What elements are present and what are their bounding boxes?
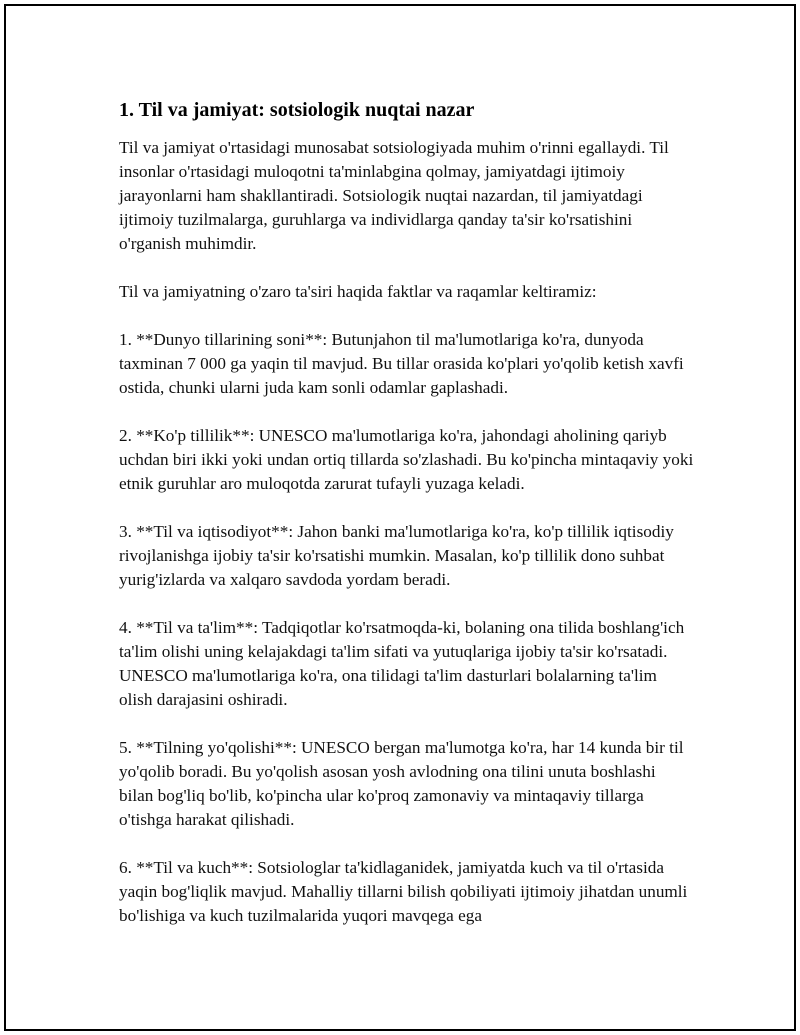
fact-language-power: 6. **Til va kuch**: Sotsiologlar ta'kidlaganidek, jamiyatda kuch va til o'rtasida yaqin bog'liqlik mavjud. Mahalliy tillarni bilish qobiliyati ijtimoiy jihatdan unumli bo'lishiga va kuch tuzilmalarida yuqori mavqega ega — [119, 858, 688, 925]
section-heading: 1. Til va jamiyat: sotsiologik nuqtai nazar — [119, 99, 475, 121]
fact-language-economy: 3. **Til va iqtisodiyot**: Jahon banki ma'lumotlariga ko'ra, ko'p tillilik iqtisodiy rivojlanishga ijobiy ta'sir ko'rsatishi mumkin. Masalan, ko'p tillilik dono suhbat yurig'izlarda va xalqaro savdoda yordam beradi. — [119, 522, 674, 589]
fact-multilingualism: 2. **Ko'p tillilik**: UNESCO ma'lumotlariga ko'ra, jahondagi aholining qariyb uchdan biri ikki yoki undan ortiq tillarda so'zlashadi. Bu ko'pincha mintaqaviy yoki etnik guruhlar aro muloqotda zarurat tufayli yuzaga keladi. — [119, 426, 694, 493]
intro-paragraph: Til va jamiyat o'rtasidagi munosabat sotsiologiyada muhim o'rinni egallaydi. Til insonlar o'rtasidagi muloqotni ta'minlabgina qolmay, jamiyatdagi ijtimoiy jarayonlarni ham shakllantiradi. Sotsiologik nuqtai nazardan, til jamiyatdagi ijtimoiy tuzilmalarga, guruhlarga va individlarga qanday ta'sir ko'rsatishini o'rganish muhimdir. — [119, 138, 669, 253]
fact-language-loss: 5. **Tilning yo'qolishi**: UNESCO bergan ma'lumotga ko'ra, har 14 kunda bir til yo'qolib boradi. Bu yo'qolish asosan yosh avlodning ona tilini unuta boshlashi bilan bog'liq bo'lib, ko'pincha ular ko'proq zamonaviy va mintaqaviy tillarga o'tishga harakat qilishadi. — [119, 738, 684, 829]
page-frame — [4, 4, 796, 1031]
fact-language-education: 4. **Til va ta'lim**: Tadqiqotlar ko'rsatmoqda-ki, bolaning ona tilida boshlang'ich ta'lim olishi uning kelajakdagi ta'lim sifati va yutuqlariga ijobiy ta'sir ko'rsatadi. UNESCO ma'lumotlariga ko'ra, ona tilidagi ta'lim dasturlari bolalarning ta'lim olish darajasini oshiradi. — [119, 618, 685, 709]
document-body — [119, 96, 694, 952]
fact-world-languages: 1. **Dunyo tillarining soni**: Butunjahon til ma'lumotlariga ko'ra, dunyoda taxminan 7 000 ga yaqin til mavjud. Bu tillar orasida ko'plari yo'qolib ketish xavfi ostida, chunki ularni juda kam sonli odamlar gaplashadi. — [119, 330, 684, 397]
facts-intro-paragraph: Til va jamiyatning o'zaro ta'siri haqida faktlar va raqamlar keltiramiz: — [119, 282, 597, 301]
